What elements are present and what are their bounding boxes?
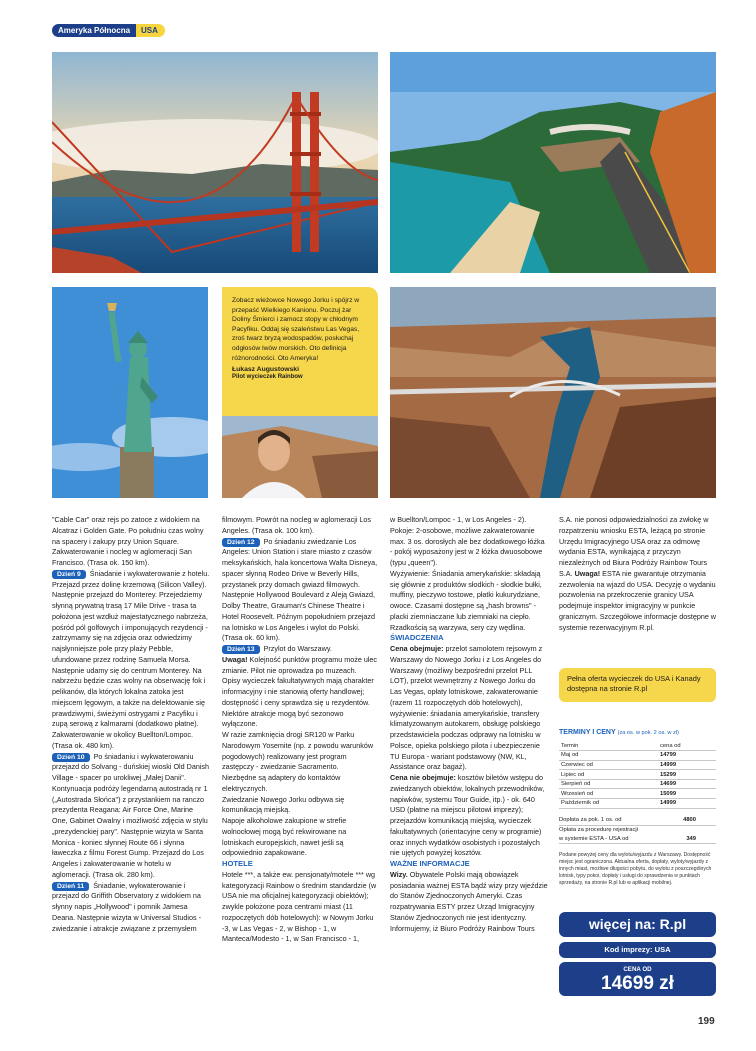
price-badge <box>559 962 716 996</box>
canyon-dam-photo <box>390 287 716 498</box>
text-column-2 <box>222 515 380 945</box>
section-heading: WAŻNE INFORMACJE <box>390 859 470 868</box>
paragraph: filmowym. Powrót na nocleg w aglomeracji Los Angeles. (Trasa ok. 100 km). <box>222 515 372 535</box>
paragraph: Uwaga! Kolejność punktów programu może ulec zmianie. Pilot nie oprowadza po muzeach. <box>222 654 378 675</box>
price-notes: Podane powyżej ceny dla wylotu/wyjazdu z Warszawy. Dostępność miejsc jest ograniczona. Aktualna oferta, dopłaty, wyloty/wyjazdy z innych miast, możliwe długości pobytu, do wylotu z poszczególnych lotnisk, typy pokoi, dopłaty i usługi do sprawdzenia w punktach sprzedaży, na stronie R.pl lub w aplikacji mobilnej. <box>559 852 712 886</box>
section-heading: ŚWIADCZENIA <box>390 633 444 643</box>
paragraph: Zwiedzanie Nowego Jorku odbywa się komunikacją miejską. <box>222 794 345 815</box>
day-badge: Dzień 12 <box>222 538 260 547</box>
paragraph: w Buellton/Lompoc - 1, w Los Angeles - 2). Pokoje: 2-osobowe, możliwe zakwaterowanie max. 3 os. dorosłych ale bez dodatkowego łóżka - pokój wyposażony jest w 2 łóżka dwuosobowe (typu „queen"). <box>390 515 545 567</box>
paragraph: Niezbędne są adaptery do kontaktów elektrycznych. <box>222 773 341 793</box>
section-heading: HOTELE <box>222 859 253 868</box>
day-badge: Dzień 13 <box>222 645 260 654</box>
table-row: Październik od 14999 <box>559 799 716 809</box>
price-value: 14699 zł <box>601 973 674 994</box>
paragraph: Wizy. Obywatele Polski mają obowiązek posiadania ważnej ESTA bądź wizy przy wjeździe do Stanów Zjednoczonych Ameryki. Czas rozpatrywania ESTY przez Urząd Imigracyjny Stanów Zjednoczonych nie jest identyczny. Informujemy, iż Biuro Podróży Rainbow Tours <box>390 869 548 933</box>
price-label: CENA OD <box>623 966 652 973</box>
paragraph: "Cable Car" oraz rejs po zatoce z widokiem na Alcatraz i Golden Gate. Po południu czas wolny na spacery i zakupy przy Union Square. Zakwaterowanie i nocleg w aglomeracji San Francisco. (Trasa ok. 150 km). <box>52 515 204 567</box>
guide-quote-box <box>222 287 378 416</box>
paragraph: Cena obejmuje: przelot samolotem rejsowym z Warszawy do Nowego Jorku i z Los Angeles do Warszawy (możliwy bezpośredni przelot PLL LOT), przelot wewnętrzny z Nowego Jorku do Las Vegas, opłaty lotniskowe, zakwaterowanie (razem 11 rozpoczętych dób hotelowych), wyżywienie: śniadania amerykańskie, transfery klimatyzowanym autokarem, obsługę polskiego przedstawiciela podczas odprawy na lotnisku w Polsce, opieka polskiego pilota i ubezpieczenie TU Europa - wariant podstawowy (NW, KL, Assistance oraz bagaż). <box>390 644 543 772</box>
day-paragraph: Dzień 9 Śniadanie i wykwaterowanie z hotelu. Przejazd przez dolinę krzemową (Silicon Valley). Następnie przejazd do Monterey. Przejedziemy słynną prywatną trasą 17 Mile Drive - trasa ta położona jest wzdłuż majestatycznego nabrzeża, pośród pól golfowych i imponujących rezydencji - zatrzymamy się na zdjęcia oraz odwiedzimy najsłynniejsze pole przy plaży Pebble, ufundowane przez rodzinę Samuela Morsa. Następnie udamy się do centrum Monterey. Na nabrzeżu będzie czas wolny na obserwację fok i pelikanów, dla których lokalna zatoka jest miejscem lęgowym, a także na delektowanie się prawdziwymi, świeżymi ostrygami z Pacyfiku i zupą serową z kalmarami (dodatkowo płatne). Zakwaterowanie w okolicy Buellton/Lompoc. (Trasa ok. 480 km). <box>52 568 210 750</box>
trip-code-badge: Kod imprezy: USA <box>559 942 716 958</box>
paragraph: Opisy wycieczek fakultatywnych mają charakter informacyjny i nie stanowią oferty handlowej; dostępność i ceny sprawdza się u rezydentów. Niektóre atrakcje mogą być sezonowo wyłączone. <box>222 676 374 729</box>
guide-portrait-photo <box>222 416 378 498</box>
more-info-button[interactable]: więcej na: R.pl <box>559 912 716 937</box>
fees-block <box>559 816 716 844</box>
single-room-fee-row: Dopłata za pok. 1 os. od 4800 <box>559 816 716 826</box>
paragraph: Cena nie obejmuje: kosztów biletów wstępu do zwiedzanych obiektów, lokalnych przewodników, napiwków, systemu Tour Guide, itp.) - ok. 640 USD (płatne na miejscu pilotowi imprezy); przejazdów komunikacją miejską, wycieczek fakultatywnych (orientacyjne ceny w programie) oraz innych wydatków osobistych i pozostałych nie ujętych powyżej kosztów. <box>390 773 545 858</box>
column-header-price: cena od <box>658 741 716 751</box>
quote-author-role: Pilot wycieczek Rainbow <box>232 374 303 381</box>
text-column-3 <box>390 515 548 934</box>
day-paragraph: Dzień 10 Po śniadaniu i wykwaterowaniu przejazd do Solvang - duńskiej wioski Old Danish Village - spacer po urokliwej „Małej Danii". Kontynuacja podróży legendarną autostradą nr 1 („Autostrada Słońca") z przystankiem na ranczo prezydenta Reagana: Air Force One, Marine One, Gabinet Owalny i możliwość zdjęcia w stylu „prezydenckiej pary". Następnie wizyta w Santa Monica - koniec słynnej Route 66 i słynna ławeczka z filmu Forest Gump. Przejazd do Los Angeles i zakwaterowanie w hotelu w aglomeracji. (Trasa ok. 280 km). <box>52 751 210 879</box>
price-table <box>559 741 716 809</box>
column-header-term: Termin <box>559 741 658 751</box>
quote-author: Łukasz Augustowski <box>232 366 299 374</box>
day-badge: Dzień 10 <box>52 753 90 762</box>
paragraph: Wyżywienie: Śniadania amerykańskie: składają się głównie z produktów słodkich - słodkie bułki, muffiny, pieczywo tostowe, płatki kukurydziane, owoce. Czasami dostępne są „hash browns" - placki ziemniaczane lub ziemniaki na ciepło. Rzadkością są warzywa, sery czy wędlina. <box>390 568 542 632</box>
terms-heading: TERMINY I CENY (za os. w pok. 2 os. w zł) <box>559 729 679 736</box>
breadcrumb-country[interactable]: USA <box>136 24 165 37</box>
page-number: 199 <box>698 1016 715 1027</box>
statue-of-liberty-photo <box>52 287 208 498</box>
golden-gate-photo <box>52 52 378 273</box>
day-paragraph: Dzień 13 Przylot do Warszawy. <box>222 644 380 655</box>
table-row: Wrzesień od 15099 <box>559 789 716 799</box>
esta-fee-row: w systemie ESTA - USA od 349 <box>559 835 716 845</box>
breadcrumb-region[interactable]: Ameryka Północna <box>52 24 136 37</box>
quote-text: Zobacz wieżowce Nowego Jorku i spójrz w przepaść Wielkiego Kanionu. Poczuj żar Doliny Śmierci i zamocz stopy w chłodnym Pacyfiku. Oddaj się szaleństwu Las Vegas, zroś twarz bryzą wodospadów, posłuchaj odgłosów lwów morskich. Oto definicja różnorodności. Oto Ameryka! <box>232 297 360 362</box>
text-column-1 <box>52 515 210 934</box>
text-column-4 <box>559 515 717 633</box>
breadcrumb <box>52 24 165 37</box>
paragraph: Napoje alkoholowe zakupione w strefie wolnocłowej mogą być rekwirowane na lotniskach europejskich, nawet jeśli są odpowiednio zapakowane. <box>222 816 347 858</box>
coastal-bridge-photo <box>390 52 716 273</box>
day-paragraph: Dzień 11 Śniadanie, wykwaterowanie i przejazd do Griffith Observatory z widokiem na słynny napis „Hollywood" i pomnik Jamesa Deana. Następnie wizyta w Universal Studios - zwiedzanie i atrakcje związane z przemysłem <box>52 880 202 933</box>
table-header-row <box>559 741 716 751</box>
day-badge: Dzień 9 <box>52 570 86 579</box>
paragraph: S.A. nie ponosi odpowiedzialności za zwłokę w rozpatrzeniu wniosku ESTA, leżącą po stronie Urzędu Imigracyjnego USA oraz za odmowę wydania ESTA, wynikającą z przyczyn niezależnych od Biura Podróży Rainbow Tours S.A. Uwaga! ESTA nie gwarantuje otrzymania zezwolenia na wjazd do USA. Decyzję o wydaniu pozwolenia na przekroczenie granicy USA podejmuje inspektor imigracyjny w punkcie granicznym. Szczegółowe informacje dostępne w systemie rezerwacyjnym R.pl. <box>559 515 717 632</box>
table-row: Lipiec od 15299 <box>559 770 716 780</box>
esta-fee-label: Opłata za procedurę rejestracji <box>559 826 638 833</box>
full-offer-box[interactable]: Pełna oferta wycieczek do USA i Kanady dostępna na stronie R.pl <box>559 668 716 702</box>
table-row: Czerwiec od 14999 <box>559 760 716 770</box>
day-badge: Dzień 11 <box>52 882 89 891</box>
table-row: Sierpień od 14699 <box>559 779 716 789</box>
paragraph: Hotele ***, a także ew. pensjonaty/motele *** wg kategoryzacji Rainbow o średnim standardzie (w USA nie ma oficjalnej kategoryzacji obiektów); zwykle położone poza centrami miast (11 rozpoczętych dób hotelowych): w Nowym Jorku -3, w Las Vegas - 2, w Bishop - 1, w Manteca/Modesto - 1, w San Francisco - 1, <box>222 869 377 944</box>
table-row: Maj od 14799 <box>559 751 716 761</box>
paragraph: W razie zamknięcia drogi SR120 w Parku Narodowym Yosemite (np. z powodu warunków pogodowych) realizowany jest program zastępczy - zwiedzanie Sacramento. <box>222 730 374 772</box>
day-paragraph: Dzień 12 Po śniadaniu zwiedzanie Los Angeles: Union Station i stare miasto z czasów meksykańskich, hala koncertowa Walta Disneya, spacer słynną Rodeo Drive w Beverly Hills, przystanek przy domach gwiazd filmowych. Następnie Hollywood Boulevard z Aleją Gwiazd, Dolby Theatre, Grauman's Chinese Theatre i Hotel Roosevelt. Późnym popołudniem przejazd na lotnisko w Los Angeles i wylot do Polski. (Trasa ok. 60 km). <box>222 536 378 643</box>
